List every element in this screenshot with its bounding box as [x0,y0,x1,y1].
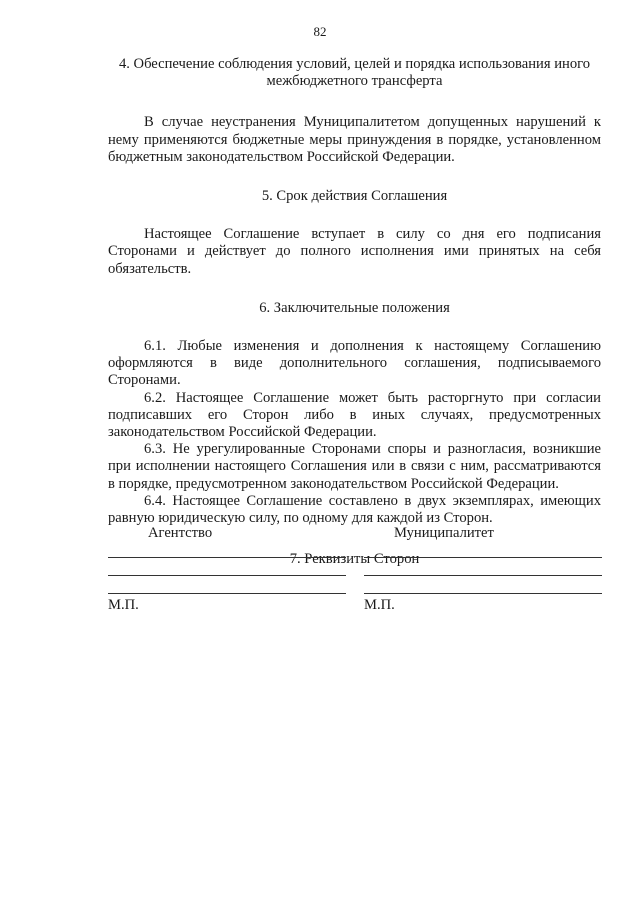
party-agency-stamp: М.П. [108,597,139,613]
section-6-heading: 6. Заключительные положения [259,299,450,316]
section-5-heading: 5. Срок действия Соглашения [261,188,448,205]
party-municipality-name: Муниципалитет [394,525,494,541]
section-7-heading: 7. Реквизиты Сторон [289,551,420,568]
signature-line [108,557,346,558]
party-agency-name: Агентство [148,525,213,541]
signature-line [364,593,602,594]
signature-line [108,593,346,594]
signature-line [364,575,602,576]
section-4-paragraph: В случае неустранения Муниципалитетом допущенных нарушений к нему применяются бюджетные меры принуждения в порядке, установленном бюджетным законодательством Российской Федерации. [108,114,601,165]
page-number: 82 [313,24,327,39]
clause-6-4: 6.4. Настоящее Соглашение составлено в двух экземплярах, имеющих равную юридическую силу, по одному для каждой из Сторон. [108,492,601,527]
section-4-heading: 4. Обеспечение соблюдения условий, целей и порядка использования иного межбюджетного трансферта [118,56,591,90]
section-5-paragraph: Настоящее Соглашение вступает в силу со дня его подписания Сторонами и действует до полного исполнения ими принятых на себя обязательств. [108,226,601,277]
document-body [108,56,601,568]
clause-6-3: 6.3. Не урегулированные Сторонами споры и разногласия, возникшие при исполнении настоящего Соглашения или в связи с ним, рассматриваются в порядке, предусмотренном законодательством Российской Федерации. [108,441,601,492]
party-municipality-stamp: М.П. [364,597,395,613]
clause-6-1: 6.1. Любые изменения и дополнения к настоящему Соглашению оформляются в виде дополнительного соглашения, подписываемого Сторонами. [108,338,601,389]
signature-line [108,575,346,576]
signature-line [364,557,602,558]
clause-6-2: 6.2. Настоящее Соглашение может быть расторгнуто при согласии подписавших его Сторон либо в иных случаях, предусмотренных законодательством Российской Федерации. [108,389,601,441]
